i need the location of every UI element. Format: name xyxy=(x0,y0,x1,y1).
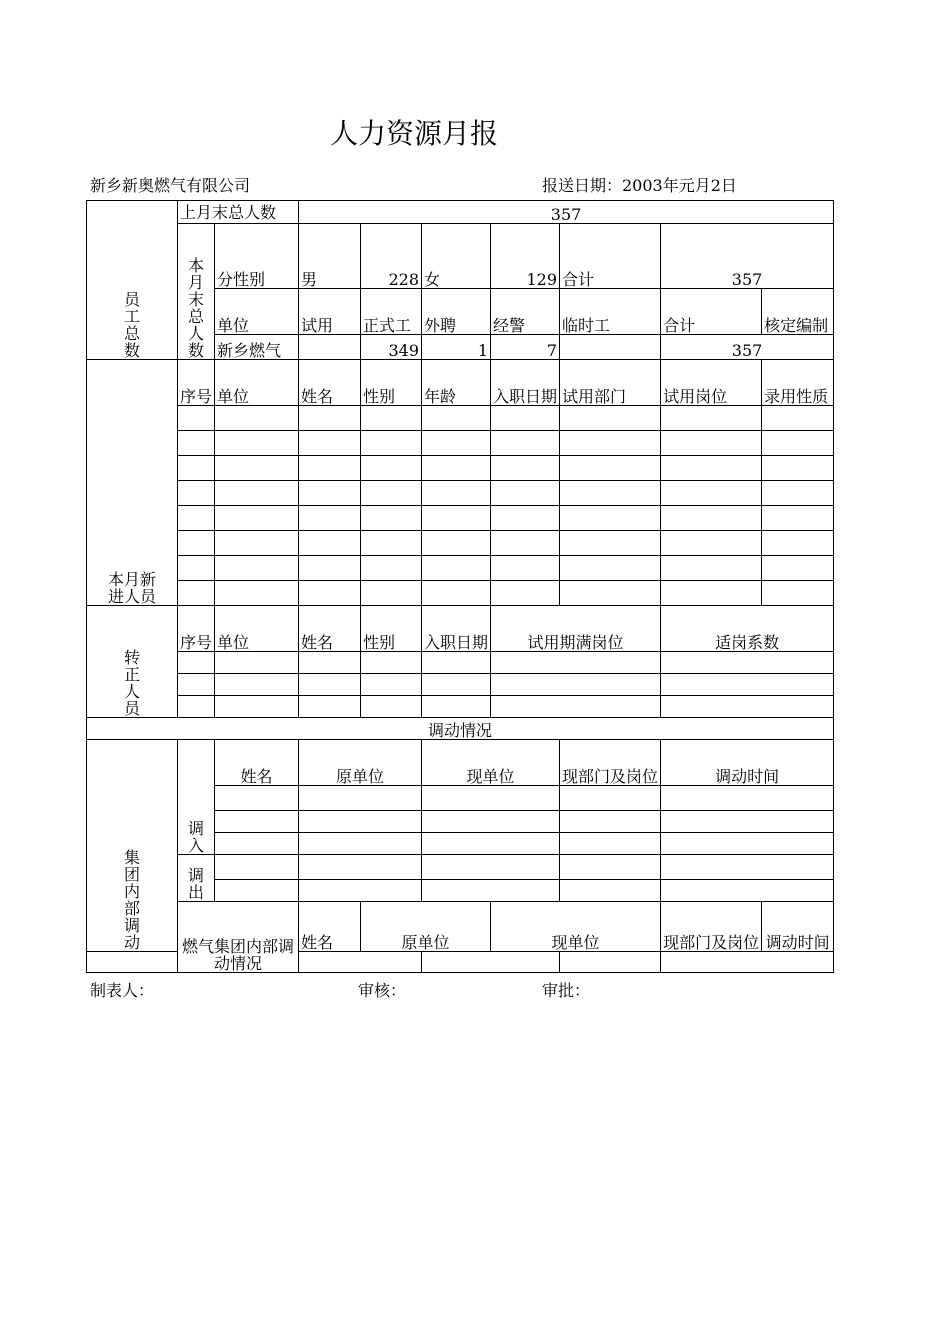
new-col-header: 试用岗位 xyxy=(661,360,762,406)
new-hires-section-label: 本月新进人员 xyxy=(87,360,178,606)
transfer-title: 调动情况 xyxy=(87,718,834,740)
gas-col-header: 姓名 xyxy=(299,902,361,952)
new-hire-row xyxy=(87,581,834,606)
female-count: 129 xyxy=(491,224,560,289)
new-hire-row xyxy=(87,531,834,556)
regular-col-header: 入职日期 xyxy=(422,606,491,652)
male-count: 228 xyxy=(361,224,422,289)
regular-section-label: 转正人员 xyxy=(87,606,178,718)
regular-col-header: 序号 xyxy=(178,606,215,652)
staff-trial xyxy=(299,335,361,360)
staff-external: 1 xyxy=(422,335,491,360)
new-col-header: 序号 xyxy=(178,360,215,406)
hr-report-table xyxy=(86,200,834,973)
staff-formal: 349 xyxy=(361,335,422,360)
new-col-header: 年龄 xyxy=(422,360,491,406)
gas-col-header: 调动时间 xyxy=(762,902,834,952)
reviewer-label: 审核： xyxy=(358,981,407,1000)
staff-col-header: 经警 xyxy=(491,289,560,335)
gas-col-header: 现部门及岗位 xyxy=(661,902,762,952)
staff-unit: 新乡燃气 xyxy=(215,335,299,360)
month-end-label: 本月末总人数 xyxy=(178,224,215,360)
gas-col-header: 原单位 xyxy=(361,902,491,952)
staff-col-header: 合计 xyxy=(661,289,762,335)
transfer-out-label: 调出 xyxy=(178,855,215,902)
regular-col-header: 适岗系数 xyxy=(661,606,834,652)
maker-label: 制表人： xyxy=(90,981,155,1000)
transfer-col-header: 姓名 xyxy=(215,740,299,786)
new-col-header: 单位 xyxy=(215,360,299,406)
new-col-header: 入职日期 xyxy=(491,360,560,406)
regular-col-header: 姓名 xyxy=(299,606,361,652)
staff-total: 357 xyxy=(661,335,834,360)
staff-col-header: 正式工 xyxy=(361,289,422,335)
gender-total-label: 合计 xyxy=(560,224,661,289)
staff-col-header: 单位 xyxy=(215,289,299,335)
staff-guard: 7 xyxy=(491,335,560,360)
gas-transfer-section-label: 燃气集团内部调动情况 xyxy=(178,902,299,973)
new-hire-row xyxy=(87,481,834,506)
male-label: 男 xyxy=(299,224,361,289)
staff-col-header: 临时工 xyxy=(560,289,661,335)
last-month-total: 357 xyxy=(299,201,834,224)
staff-col-header: 外聘 xyxy=(422,289,491,335)
new-col-header: 录用性质 xyxy=(762,360,834,406)
new-hire-row xyxy=(87,456,834,481)
last-month-label: 上月末总人数 xyxy=(178,201,299,224)
staff-section-label: 员工总数 xyxy=(87,201,178,360)
staff-col-header: 试用 xyxy=(299,289,361,335)
regular-col-header: 性别 xyxy=(361,606,422,652)
page-title: 人力资源月报 xyxy=(330,117,499,150)
new-hire-row xyxy=(87,406,834,431)
new-hire-row xyxy=(87,506,834,531)
new-col-header: 姓名 xyxy=(299,360,361,406)
regular-col-header: 单位 xyxy=(215,606,299,652)
transfer-col-header: 原单位 xyxy=(299,740,422,786)
group-transfer-section-label: 集团内部调动 xyxy=(87,740,178,952)
transfer-col-header: 调动时间 xyxy=(661,740,834,786)
new-col-header: 试用部门 xyxy=(560,360,661,406)
staff-col-header: 核定编制 xyxy=(762,289,834,335)
transfer-in-label: 调入 xyxy=(178,740,215,855)
transfer-col-header: 现部门及岗位 xyxy=(560,740,661,786)
company-name: 新乡新奥燃气有限公司 xyxy=(90,176,251,195)
staff-temp xyxy=(560,335,661,360)
gender-total: 357 xyxy=(661,224,834,289)
gender-label: 分性别 xyxy=(215,224,299,289)
report-date: 报送日期：2003年元月2日 xyxy=(542,176,737,195)
transfer-col-header: 现单位 xyxy=(422,740,560,786)
new-col-header: 性别 xyxy=(361,360,422,406)
regular-row xyxy=(87,674,834,696)
regular-row xyxy=(87,696,834,718)
female-label: 女 xyxy=(422,224,491,289)
regular-col-header: 试用期满岗位 xyxy=(491,606,661,652)
new-hire-row xyxy=(87,556,834,581)
approver-label: 审批： xyxy=(542,981,591,1000)
gas-col-header: 现单位 xyxy=(491,902,661,952)
regular-row xyxy=(87,652,834,674)
new-hire-row xyxy=(87,431,834,456)
